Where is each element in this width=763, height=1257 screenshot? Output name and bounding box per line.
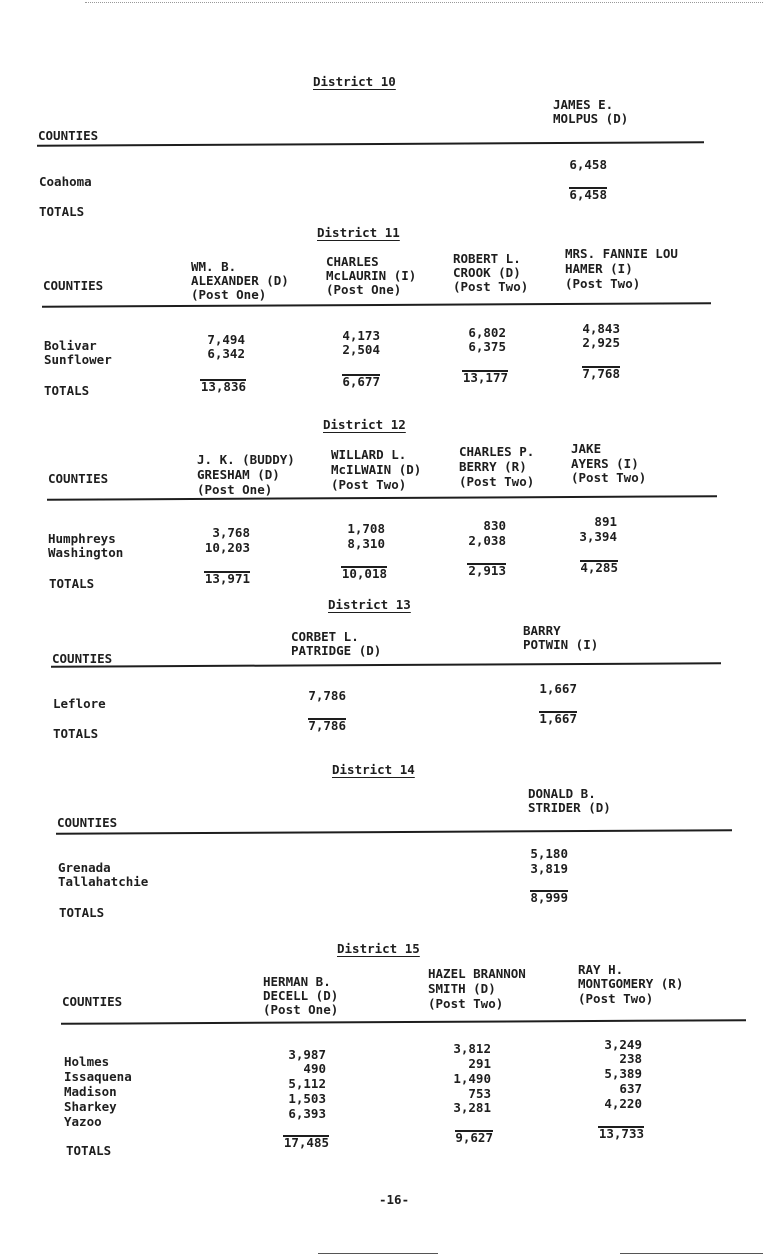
total-value: 9,627	[455, 1130, 493, 1145]
candidate-name-line: RAY H.	[578, 962, 624, 977]
total-value: 4,285	[580, 560, 618, 575]
vote-cell: 1,667	[539, 681, 577, 696]
candidate-name-line: (Post Two)	[459, 474, 535, 489]
vote-cell: 3,812	[453, 1041, 491, 1056]
vote-cell: 2,925	[582, 335, 620, 350]
candidate-name-line: BARRY	[523, 623, 561, 638]
header-rule	[37, 141, 704, 146]
candidate-name-line: MRS. FANNIE LOU	[565, 246, 678, 261]
total-value: 2,913	[468, 563, 506, 578]
candidate-name-line: (Post One)	[197, 482, 273, 497]
vote-cell: 3,394	[579, 529, 617, 544]
vote-cell: 5,112	[288, 1076, 326, 1091]
candidate-name-line: PATRIDGE (D)	[291, 643, 382, 658]
vote-cell: 1,708	[347, 521, 385, 536]
vote-cell: 10,203	[204, 540, 250, 555]
candidate-name-line: McILWAIN (D)	[331, 462, 422, 477]
candidate-name-line: (Post Two)	[565, 276, 641, 291]
total-value: 8,999	[530, 890, 568, 905]
vote-cell: 637	[619, 1081, 642, 1096]
total-value: 13,177	[462, 370, 508, 385]
bottom-scan-edge	[318, 1253, 438, 1254]
vote-cell: 5,389	[604, 1066, 642, 1081]
vote-cell: 4,173	[342, 328, 380, 343]
totals-label: TOTALS	[44, 383, 90, 398]
vote-cell: 830	[483, 518, 506, 533]
counties-header: COUNTIES	[38, 128, 99, 143]
candidate-name-line: WILLARD L.	[331, 447, 407, 462]
totals-label: TOTALS	[59, 905, 105, 920]
candidate-name-line: HAMER (I)	[565, 261, 633, 276]
vote-cell: 3,987	[288, 1047, 326, 1062]
candidate-name-line: MOLPUS (D)	[553, 111, 629, 126]
county-name: Issaquena	[64, 1069, 132, 1084]
counties-header: COUNTIES	[57, 815, 118, 830]
candidate-name-line: BERRY (R)	[459, 459, 527, 474]
vote-cell: 8,310	[347, 536, 385, 551]
total-value: 1,667	[539, 711, 577, 726]
district-title: District 13	[328, 597, 411, 612]
vote-cell: 2,038	[468, 533, 506, 548]
vote-cell: 891	[594, 514, 617, 529]
total-value: 13,733	[598, 1126, 644, 1141]
candidate-name-line: CORBET L.	[291, 629, 359, 644]
candidate-name-line: WM. B.	[191, 259, 237, 274]
vote-cell: 4,843	[582, 321, 620, 336]
county-name: Sunflower	[44, 352, 112, 367]
candidate-name-line: HERMAN B.	[263, 974, 331, 989]
totals-label: TOTALS	[53, 726, 99, 741]
vote-cell: 6,802	[468, 325, 506, 340]
candidate-name-line: (Post Two)	[428, 996, 504, 1011]
county-name: Coahoma	[39, 174, 92, 189]
district-title: District 14	[332, 762, 415, 777]
candidate-name-line: (Post Two)	[571, 470, 647, 485]
vote-cell: 1,503	[288, 1091, 326, 1106]
district-title: District 12	[323, 417, 406, 432]
vote-cell: 4,220	[604, 1096, 642, 1111]
vote-cell: 3,249	[604, 1037, 642, 1052]
vote-cell: 3,768	[212, 525, 250, 540]
total-value: 7,786	[308, 718, 346, 733]
county-name: Yazoo	[64, 1114, 102, 1129]
vote-cell: 238	[619, 1051, 642, 1066]
candidate-name-line: (Post One)	[263, 1002, 339, 1017]
vote-cell: 6,342	[207, 346, 245, 361]
bottom-scan-edge	[620, 1253, 763, 1254]
candidate-name-line: CROOK (D)	[453, 265, 521, 280]
counties-header: COUNTIES	[43, 278, 104, 293]
total-value: 17,485	[283, 1135, 329, 1150]
vote-cell: 3,819	[530, 861, 568, 876]
vote-cell: 6,393	[288, 1106, 326, 1121]
candidate-name-line: (Post Two)	[331, 477, 407, 492]
vote-cell: 7,786	[308, 688, 346, 703]
county-name: Grenada	[58, 860, 111, 875]
total-value: 13,971	[204, 571, 250, 586]
candidate-name-line: CHARLES	[326, 254, 379, 269]
page-top-border	[85, 2, 763, 3]
county-name: Holmes	[64, 1054, 110, 1069]
totals-label: TOTALS	[49, 576, 95, 591]
candidate-name-line: DECELL (D)	[263, 988, 339, 1003]
candidate-name-line: JAKE	[571, 441, 602, 456]
vote-cell: 490	[303, 1061, 326, 1076]
candidate-name-line: CHARLES P.	[459, 444, 535, 459]
total-value: 6,458	[569, 187, 607, 202]
header-rule	[42, 302, 711, 308]
candidate-name-line: J. K. (BUDDY)	[197, 452, 295, 467]
vote-cell: 291	[468, 1056, 491, 1071]
county-name: Madison	[64, 1084, 117, 1099]
candidate-name-line: SMITH (D)	[428, 981, 496, 996]
header-rule	[51, 662, 721, 668]
page-number: -16-	[379, 1192, 410, 1207]
vote-cell: 6,375	[468, 339, 506, 354]
candidate-name-line: AYERS (I)	[571, 456, 639, 471]
candidate-name-line: (Post Two)	[453, 279, 529, 294]
totals-label: TOTALS	[39, 204, 85, 219]
counties-header: COUNTIES	[52, 651, 113, 666]
candidate-name-line: STRIDER (D)	[528, 800, 611, 815]
vote-cell: 6,458	[569, 157, 607, 172]
county-name: Washington	[48, 545, 124, 560]
header-rule	[61, 1019, 746, 1025]
candidate-name-line: (Post One)	[191, 287, 267, 302]
candidate-name-line: ROBERT L.	[453, 251, 521, 266]
vote-cell: 2,504	[342, 342, 380, 357]
vote-cell: 5,180	[530, 846, 568, 861]
district-title: District 10	[313, 74, 396, 89]
county-name: Tallahatchie	[58, 874, 149, 889]
totals-label: TOTALS	[66, 1143, 112, 1158]
total-value: 7,768	[582, 366, 620, 381]
candidate-name-line: HAZEL BRANNON	[428, 966, 526, 981]
candidate-name-line: JAMES E.	[553, 97, 614, 112]
candidate-name-line: (Post Two)	[578, 991, 654, 1006]
district-title: District 15	[337, 941, 420, 956]
header-rule	[56, 829, 732, 835]
vote-cell: 7,494	[207, 332, 245, 347]
candidate-name-line: (Post One)	[326, 282, 402, 297]
total-value: 10,018	[341, 566, 387, 581]
vote-cell: 753	[468, 1086, 491, 1101]
county-name: Sharkey	[64, 1099, 117, 1114]
header-rule	[47, 495, 717, 501]
county-name: Leflore	[53, 696, 106, 711]
candidate-name-line: POTWIN (I)	[523, 637, 599, 652]
counties-header: COUNTIES	[62, 994, 123, 1009]
candidate-name-line: GRESHAM (D)	[197, 467, 280, 482]
county-name: Bolivar	[44, 338, 97, 353]
total-value: 13,836	[200, 379, 246, 394]
total-value: 6,677	[342, 374, 380, 389]
counties-header: COUNTIES	[48, 471, 109, 486]
county-name: Humphreys	[48, 531, 116, 546]
district-title: District 11	[317, 225, 400, 240]
vote-cell: 1,490	[453, 1071, 491, 1086]
candidate-name-line: McLAURIN (I)	[326, 268, 417, 283]
candidate-name-line: DONALD B.	[528, 786, 596, 801]
candidate-name-line: MONTGOMERY (R)	[578, 976, 684, 991]
vote-cell: 3,281	[453, 1100, 491, 1115]
candidate-name-line: ALEXANDER (D)	[191, 273, 289, 288]
